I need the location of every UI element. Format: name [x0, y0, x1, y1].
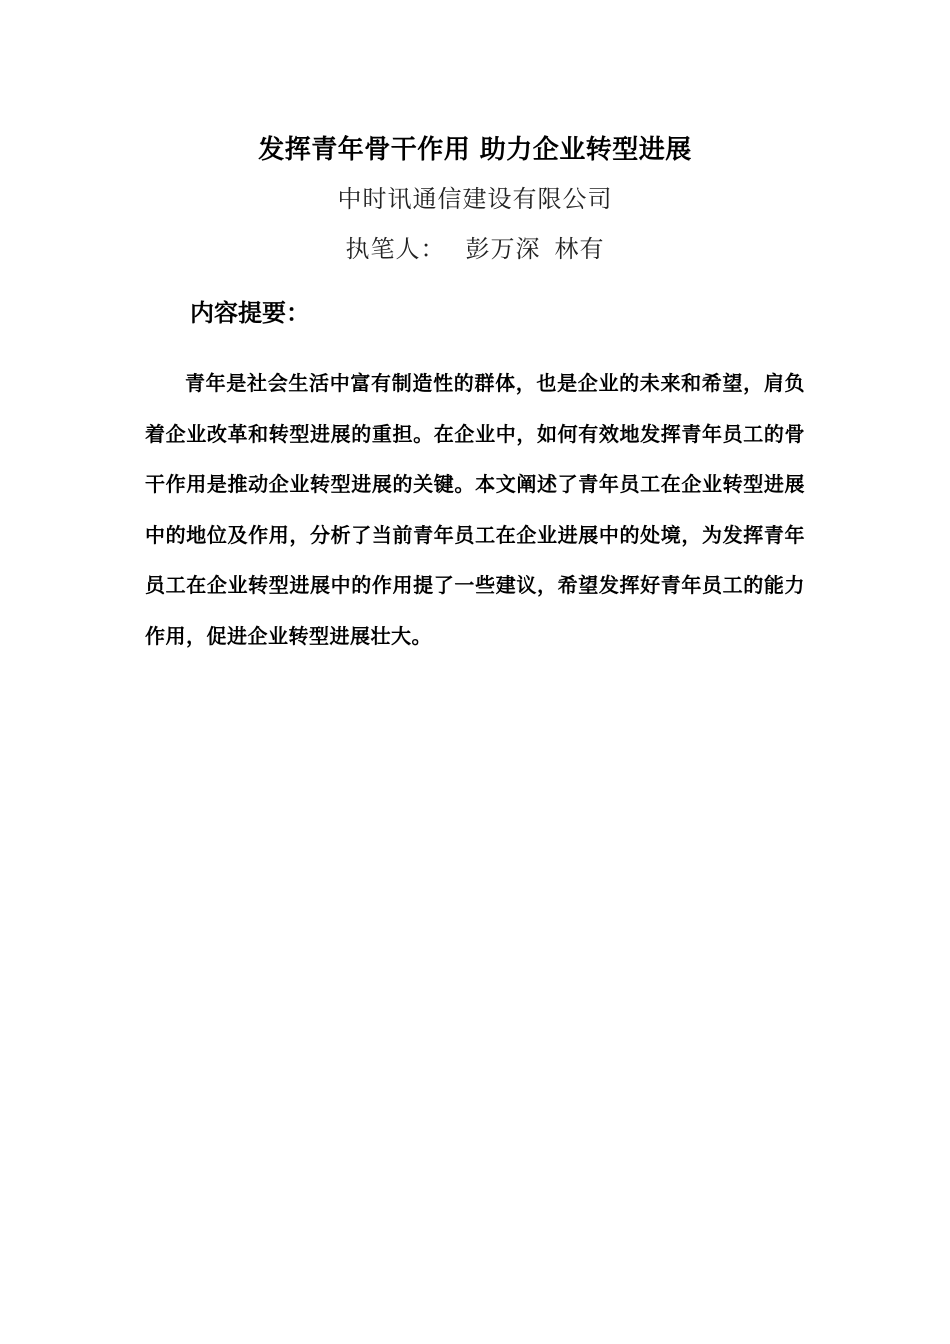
company-name: 中时讯通信建设有限公司: [337, 185, 613, 213]
authors-label: 执笔人：: [345, 235, 446, 263]
document-title: 发挥青年骨干作用 助力企业转型进展: [258, 135, 692, 165]
author-name: 彭万深: [465, 235, 541, 263]
author-name: 林有: [554, 235, 605, 263]
abstract-paragraph: 青年是社会生活中富有制造性的群体，也是企业的未来和希望，肩负着企业改革和转型进展的重担。在企业中，如何有效地发挥青年员工的骨干作用是推动企业转型进展的关键。本文阐述了青年员工在企业转型进展中的地位及作用，分析了当前青年员工在企业进展中的处境，为发挥青年员工在企业转型进展中的作用提了一些建议，希望发挥好青年员工的能力作用，促进企业转型进展壮大。: [145, 371, 805, 648]
authors-line: [0, 232, 950, 266]
abstract-heading: 内容提要：: [190, 298, 310, 327]
